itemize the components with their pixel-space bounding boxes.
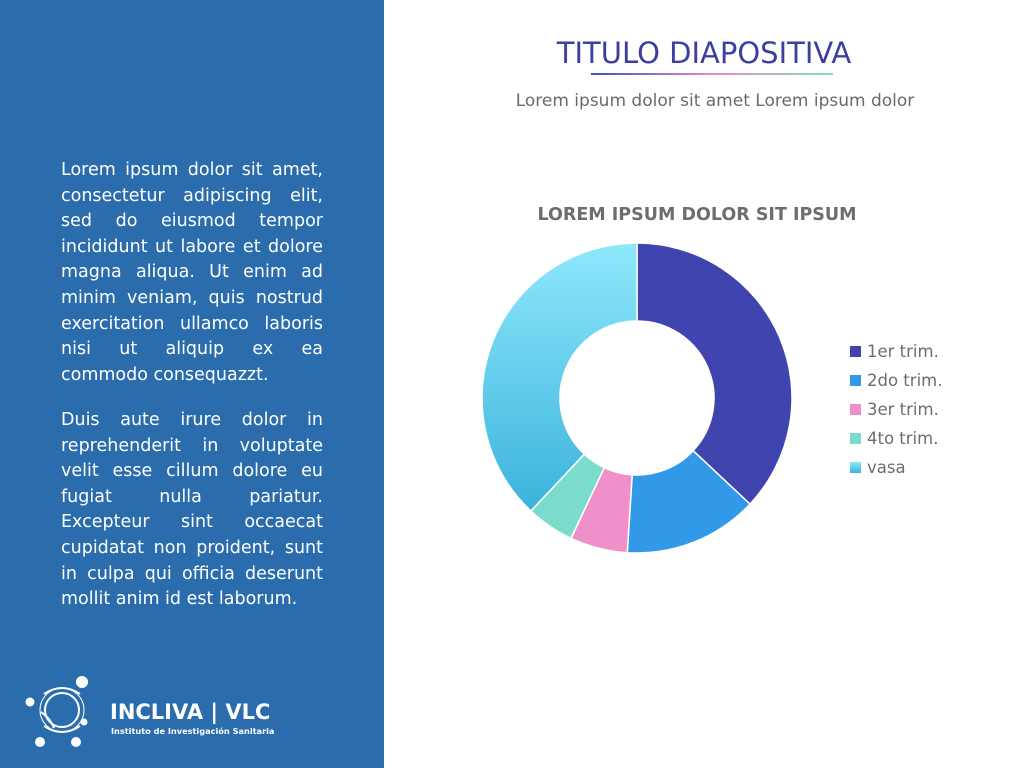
donut-slices [482,243,792,553]
donut-slice-1 [637,243,792,504]
brand-name: INCLIVA | VLC [110,700,271,724]
legend-swatch-1 [850,346,861,357]
legend-swatch-3 [850,404,861,415]
left-panel [0,0,384,768]
legend-label-4: 4to trim. [867,429,939,448]
body-paragraph-1: Lorem ipsum dolor sit amet, consectetur adipiscing elit, sed do eiusmod tempor incididunt ut labore et dolore magna aliqua. Ut enim ad minim veniam, quis nostrud exercitation ullamco laboris nisi ut aliquip ex ea commodo consequazzt. [61,160,323,385]
chart-legend [850,342,942,477]
slide-subtitle: Lorem ipsum dolor sit amet Lorem ipsum dolor [515,91,915,111]
legend-swatch-4 [850,433,861,444]
legend-label-5: vasa [867,458,906,477]
title-underline [591,73,833,75]
chart-title: LOREM IPSUM DOLOR SIT IPSUM [537,205,857,225]
body-paragraph-2: Duis aute irure dolor in reprehenderit in voluptate velit esse cillum dolore eu fugiat nulla pariatur. Excepteur sint occaecat cupidatat non proident, sunt in culpa qui officia deserunt mollit anim id est laborum. [61,410,323,610]
legend-label-2: 2do trim. [867,371,943,390]
legend-label-3: 3er trim. [867,400,939,419]
legend-label-1: 1er trim. [867,342,939,361]
brand-subtitle: Instituto de Investigación Sanitaria [111,726,275,736]
donut-chart [384,190,1024,590]
legend-swatch-2 [850,375,861,386]
slide-title: TITULO DIAPOSITIVA [556,36,852,70]
legend-swatch-5 [850,462,861,473]
